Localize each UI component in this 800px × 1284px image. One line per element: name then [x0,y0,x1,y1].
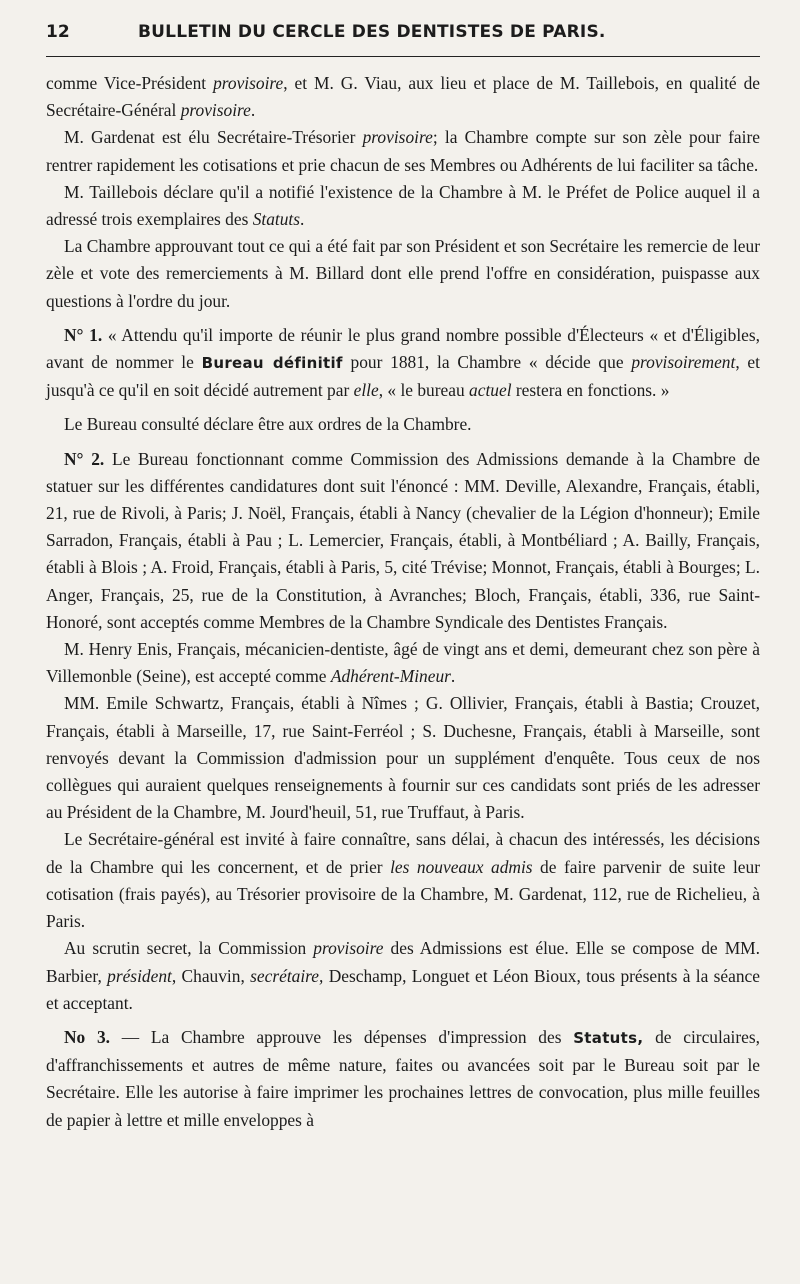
body-text [46,70,760,1134]
page-header [46,20,760,54]
resolution-3: No 3. — La Chambre approuve les dépenses d'impression des Statuts, de circulaires, d'affranchissements et autres de même nature, faites ou avancées soit par le Bureau soit par le Secrétaire. Elle les autorise à faire imprimer les prochaines lettres de convocation, plus mille feuilles de papier à lettre et mille enveloppes à [46,1026,760,1130]
running-title: BULLETIN DU CERCLE DES DENTISTES DE PARIS. [138,22,606,42]
resolution-2: N° 2. Le Bureau fonctionnant comme Commission des Admissions demande à la Chambre de statuer sur les différentes candidatures dont suit l'énoncé : MM. Deville, Alexandre, Français, établi, 21, rue de Rivoli, à Paris; J. Noël, Français, établi à Nancy (chevalier de la Légion d'honneur); Emile Sarradon, Français, établi à Pau ; L. Lemercier, Français, établi, à Montbéliard ; A. Bailly, Français, établi à Blois ; A. Froid, Français, établi à Paris, 5, cité Trévise; Monnot, Français, établi à Bourges; L. Anger, Français, 25, rue de la Constitution, à Avranches; Bloch, Français, établi, 336, rue Saint-Honoré, sont acceptés comme Membres de la Chambre Syndicale des Dentistes Français. [46,448,761,632]
paragraph-8: M. Henry Enis, Français, mécanicien-dentiste, âgé de vingt ans et demi, demeurant chez son père à Villemonble (Seine), est accepté comme Adhérent-Mineur. [46,639,760,687]
paragraph-6: Le Bureau consulté déclare être aux ordres de la Chambre. [64,414,472,435]
page-number: 12 [46,22,70,42]
paragraph-11: Au scrutin secret, la Commission provisoire des Admissions est élue. Elle se compose de MM. Barbier, président, Chauvin, secrétaire, Deschamp, Longuet et Léon Bioux, tous présents à la séance et acceptant. [46,938,760,1013]
paragraph-1: comme Vice-Président provisoire, et M. G. Viau, aux lieu et place de M. Taillebois, en qualité de Secrétaire-Général provisoire. [46,73,761,121]
paragraph-4: La Chambre approuvant tout ce qui a été fait par son Président et son Secrétaire les remercie de leur zèle et vote des remerciements à M. Billard dont elle prend l'offre en considération, puispasse aux questions à l'ordre du jour. [46,236,760,311]
paragraph-3: M. Taillebois déclare qu'il a notifié l'existence de la Chambre à M. le Préfet de Police auquel il a adressé trois exemplaires des Statuts. [46,181,760,230]
item-number: N° 1. [64,324,103,345]
paragraph-10: Le Secrétaire-général est invité à faire connaître, sans délai, à chacun des intéressés, les décisions de la Chambre qui les concernent, et de prier les nouveaux admis de faire parvenir de suite leur cotisation (frais payés), au Trésorier provisoire de la Chambre, M. Gardenat, 112, rue de Richelieu, à Paris. [46,829,760,932]
resolution-1: N° 1. « Attendu qu'il importe de réunir le plus grand nombre possible d'Électeurs « et d'Éligibles, avant de nommer le Bureau définitif pour 1881, la Chambre « décide que provisoirement, et jusqu'à ce qu'il en soit décidé autrement par elle, « le bureau actuel restera en fonctions. » [46,324,761,401]
header-rule [46,56,760,57]
item-number: N° 2. [64,448,105,469]
item-number: No 3. [64,1026,111,1047]
paragraph-9: MM. Emile Schwartz, Français, établi à Nîmes ; G. Ollivier, Français, établi à Bastia; Crouzet, Français, établi à Marseille, 17, rue Saint-Ferréol ; S. Duchesne, Français, établi à Marseille, sont renvoyés devant la Commission d'admission pour un supplément d'enquête. Tous ceux de nos collègues qui auraient quelques renseignements à fournir sur ces candidats sont priés de les adresser au Président de la Chambre, M. Jourd'heuil, 51, rue Truffaut, à Paris. [46,693,760,823]
paragraph-2: M. Gardenat est élu Secrétaire-Trésorier provisoire; la Chambre compte sur son zèle pour faire rentrer rapidement les cotisations et prie chacun de ses Membres ou Adhérents de lui faciliter sa tâche. [46,127,760,175]
